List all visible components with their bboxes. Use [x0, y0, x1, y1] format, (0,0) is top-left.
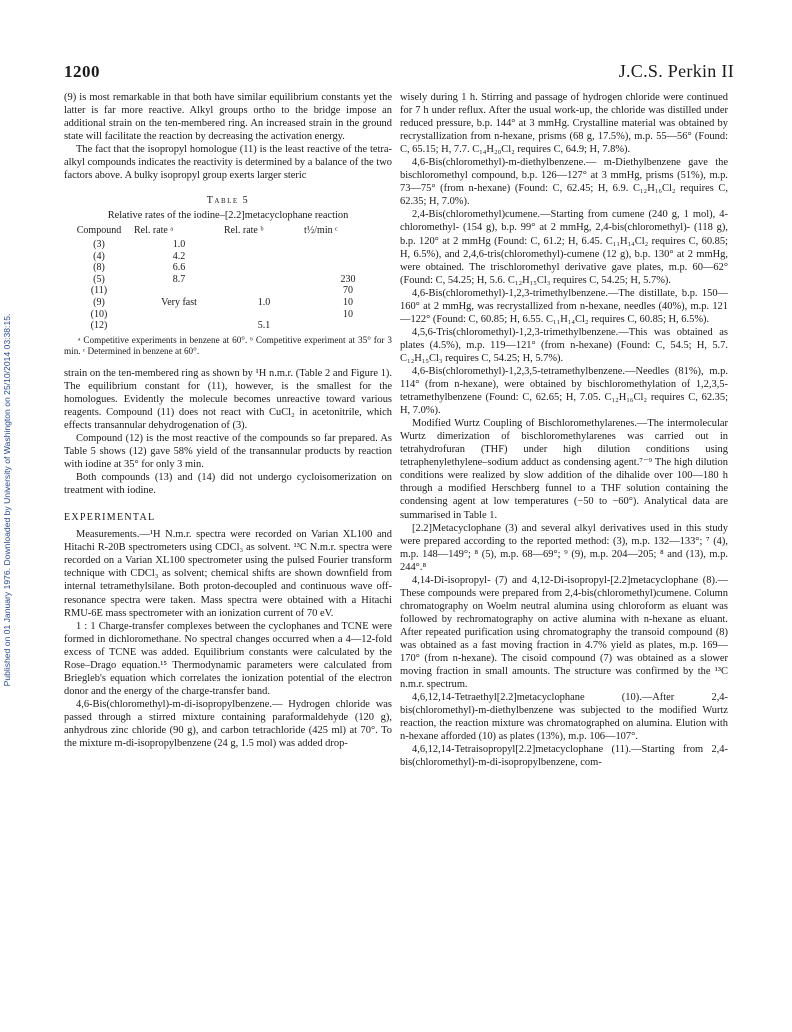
table-cell: 6.6 [172, 262, 186, 274]
paragraph: 2,4-Bis(chloromethyl)cumene.—Starting from cumene (240 g, 1 mol), 4-chloromethyl- (154 g), b.p. 99° at 2 mmHg, 2,4-bis(chloromethyl)- (118 g), b.p. 120° at 2 mmHg (Found: C, 61.2; H, 6.45. C₁₁H₁₄Cl₂ requires C, 60.85; H, 6.5%), and 2,4,6-tris(chloromethyl)-cumene (12 g), b.p. 130° at 2 mmHg, were obtained. The trischloromethyl derivative gave plates, m.p. 60—62° (Found: C, 54.25; H, 5.6. C₁₂H₁₅Cl₃ requires C, 54.25; H, 5.7%). [400, 209, 728, 286]
table-cell: 5.1 [257, 320, 271, 332]
table-title: Relative rates of the iodine–[2.2]metacyclophane reaction [107, 210, 349, 222]
table-cell: (4) [93, 250, 105, 262]
table-cell: (3) [93, 239, 105, 251]
table-cell: 1.0 [257, 296, 271, 308]
paragraph: 1 : 1 Charge-transfer complexes between the cyclophanes and TCNE were formed in dichloromethane. No spectral changes occurred when a 4—12-fold excess of TCNE was added. Equilibrium constants were calculated by the Rose–Drago equation.¹⁵ Thermodynamic parameters were calculated from Briegleb's equation which correlates the ionization potential of the electron donor and the energy of the charge-transfer band. [64, 620, 392, 697]
table-cell: 1.0 [172, 239, 186, 251]
table-cell: 70 [343, 285, 353, 297]
rates-table [64, 225, 392, 331]
paragraph: 4,6-Bis(chloromethyl)-m-di-isopropylbenzene.— Hydrogen chloride was passed through a stirred mixture containing paraformaldehyde (120 g), anhydrous zinc chloride (90 g), and carbon tetrachloride (425 ml) at 70°. To the mixture m-di-isopropylbenzene (24 g, 1.5 mol) was added drop- [64, 698, 392, 750]
table-cell: 230 [340, 273, 356, 285]
paragraph: 4,6,12,14-Tetraethyl[2.2]metacyclophane (10).—After 2,4-bis(chloromethyl)-m-diethylbenzene was subjected to the modified Wurtz reaction, the reaction mixture was chromatographed on alumina. Elution with n-hexane afforded (10) as plates (13%), m.p. 106—107°. [400, 692, 728, 743]
table-row [64, 285, 392, 297]
table-cell [224, 309, 304, 321]
section-heading: EXPERIMENTAL [64, 512, 156, 524]
paragraph: (9) is most remarkable in that both have similar equilibrium constants yet the latter is far more reactive. Alkyl groups ortho to the bridge impose an additional strain on the ten-membered ring. An increased strain in the ground state will facilitate the reaction by decreasing the activation energy. [64, 92, 392, 143]
paragraph: 4,14-Di-isopropyl- (7) and 4,12-Di-isopropyl-[2.2]metacyclophane (8).—These compounds were prepared from 2,4-bis(chloromethyl)cumene. Column chromatography on Woelm neutral alumina using chloroform as eluant was followed by rechromatography on active alumina with n-hexane as eluant. After repeated purification using chromatography the transoid compound (8) was obtained as a fast moving fraction in 4.7% yield as plates, m.p. 169—170° (from n-hexane). The cisoid compound (7) was obtained as a slower moving fraction in small amounts. The structure was confirmed by the ¹³C n.m.r. spectrum. [400, 574, 728, 691]
paragraph: Both compounds (13) and (14) did not undergo cycloisomerization on treatment with iodine. [64, 472, 392, 497]
paragraph: [2.2]Metacyclophane (3) and several alkyl derivatives used in this study were prepared according to the reported method: (3), m.p. 132—133°; ⁷ (4), m.p. 148—149°; ⁸ (5), m.p. 68—69°; ⁹ (9), m.p. 204—205; ⁸ and (13), m.p. 244°.⁸ [400, 522, 728, 573]
paragraph: 4,6,12,14-Tetraisopropyl[2.2]metacyclophane (11).—Starting from 2,4-bis(chloromethyl)-m-di-isopropylbenzene, com- [400, 744, 728, 769]
table-cell [134, 285, 224, 297]
table-cell: (12) [90, 320, 108, 332]
table-row [64, 251, 392, 263]
paragraph: 4,6-Bis(chloromethyl)-m-diethylbenzene.— m-Diethylbenzene gave the bischloromethyl compound, b.p. 126—127° at 3 mmHg, prisms (51%), m.p. 73—75° (from n-hexane) (Found: C, 62.45; H, 6.9. C₁₂H₁₆Cl₂ requires C, 62.35; H, 7.0%). [400, 157, 728, 208]
table-cell: 8.7 [172, 273, 186, 285]
table-cell [304, 251, 392, 263]
table-cell: (11) [90, 285, 108, 297]
left-column [64, 91, 392, 750]
table-cell: Very fast [161, 296, 197, 308]
table-cell: (5) [93, 273, 105, 285]
download-watermark [0, 150, 14, 850]
paragraph: 4,6-Bis(chloromethyl)-1,2,3-trimethylbenzene.—The distillate, b.p. 150—160° at 2 mmHg, was recrystallized from n-hexane, needles (40%), m.p. 121—122° (Found: C, 60.85; H, 6.55. C₁₁H₁₄Cl₂ requires C, 60.85; H, 6.5%). [400, 287, 728, 325]
table-cell [224, 285, 304, 297]
table-cell [134, 320, 224, 332]
table-header-row [64, 225, 392, 239]
table-cell: (10) [90, 308, 108, 320]
table-cell: 10 [343, 296, 353, 308]
table-cell [224, 262, 304, 274]
table-cell [224, 274, 304, 286]
table-cell [304, 320, 392, 332]
paragraph: 4,5,6-Tris(chloromethyl)-1,2,3-trimethylbenzene.—This was obtained as plates (4.5%), m.p. 119—121° (from n-hexane) (Found: C, 54.5; H, 5.7. C₁₂H₁₅Cl₃ requires C, 54.25; H, 5.7%). [400, 326, 728, 364]
paragraph: The fact that the isopropyl homologue (11) is the least reactive of the tetra-alkyl compounds indicates the reactivity is determined by a balance of the two factors above. A bulky isopropyl group exerts larger steric [64, 144, 392, 182]
table-row [64, 309, 392, 321]
table-row [64, 320, 392, 332]
download-notice-text: Published on 01 January 1976. Downloaded by University of Washington on 25/10/2014 03:38:15. [2, 313, 12, 687]
paragraph: 4,6-Bis(chloromethyl)-1,2,3,5-tetramethylbenzene.—Needles (81%), m.p. 114° (from n-hexane), were obtained by bischloromethylation of 1,2,3,5-tetramethylbenzene (Found: C, 62.65; H, 7.05. C₁₂H₁₆Cl₂ requires C, 62.35; H, 7.0%). [400, 365, 728, 417]
table-row [64, 274, 392, 286]
table-cell [224, 251, 304, 263]
paragraph: Modified Wurtz Coupling of Bischloromethylarenes.—The intermolecular Wurtz dimerization of bischloromethylarenes was carried out in tetrahydrofuran (THF) under high dilution conditions using tetraphenylethylene–sodium adduct as condensing agent.⁷⁻⁹ The high dilution conditions were realized by slow addition of the dihalide over 100—180 h through a modified Herschberg funnel to a THF solution containing the condensing agent at low temperatures (−50 to −60°). Analytical data are summarised in Table 1. [400, 418, 728, 521]
column-header: Compound [76, 225, 122, 237]
table-row [64, 297, 392, 309]
table-row [64, 262, 392, 274]
column-header: Rel. rate ᵃ [134, 225, 174, 237]
table-cell: (9) [93, 296, 105, 308]
table-cell [224, 239, 304, 251]
paragraph: Compound (12) is the most reactive of the compounds so far prepared. As Table 5 shows (12) gave 58% yield of the transannular products by reaction with iodine at 35° for only 3 min. [64, 433, 392, 471]
right-column [400, 91, 728, 769]
paragraph: Measurements.—¹H N.m.r. spectra were recorded on Varian XL100 and Hitachi R-20B spectrometers using CDCl₃ as solvent. ¹³C N.m.r. spectra were recorded on a Varian XL100 spectrometer using the pulsed Fourier transform technique with CDCl₃ as solvent; chemical shifts are shown downfield from internal tetramethylsilane. Both proton-decoupled and continuous wave off-resonance spectra were taken. Mass spectra were obtained with a Hitachi RMU-6E mass spectrometer with an ionization current of 70 eV. [64, 529, 392, 619]
table-caption: Table 5 [206, 195, 250, 207]
journal-title: J.C.S. Perkin II [618, 61, 734, 81]
paragraph: strain on the ten-membered ring as shown by ¹H n.m.r. (Table 2 and Figure 1). The equilibrium constant for (11), however, is the smallest for the homologues. Evidently the molecule becomes unreactive toward various reagents. Compound (11) does not react with CuCl₂ in acetonitrile, which effects transannular dehydrogenation of (3). [64, 367, 392, 431]
column-header: Rel. rate ᵇ [224, 225, 264, 237]
paragraph: wisely during 1 h. Stirring and passage of hydrogen chloride were continued for 7 h under reflux. After the usual work-up, the chloride was distilled under reduced pressure, b.p. 144° at 3 mmHg. Crystalline material was obtained by recrystallization from n-hexane, prisms (68 g, 17.5%), m.p. 55—56° (Found: C, 65.15; H, 7.7. C₁₄H₂₀Cl₂ requires C, 64.9; H, 7.8%). [400, 92, 728, 156]
table-row [64, 239, 392, 251]
table-cell [134, 309, 224, 321]
table-footnotes: ᵃ Competitive experiments in benzene at 60°. ᵇ Competitive experiment at 35° for 3 min. ᶜ Determined in benzene at 60°. [64, 334, 392, 356]
column-header: t½/min ᶜ [304, 225, 338, 237]
table-cell: (8) [93, 262, 105, 274]
table-cell [304, 239, 392, 251]
page-number: 1200 [64, 62, 100, 81]
table-cell: 4.2 [172, 250, 186, 262]
table-cell [304, 262, 392, 274]
table-cell: 10 [343, 308, 353, 320]
